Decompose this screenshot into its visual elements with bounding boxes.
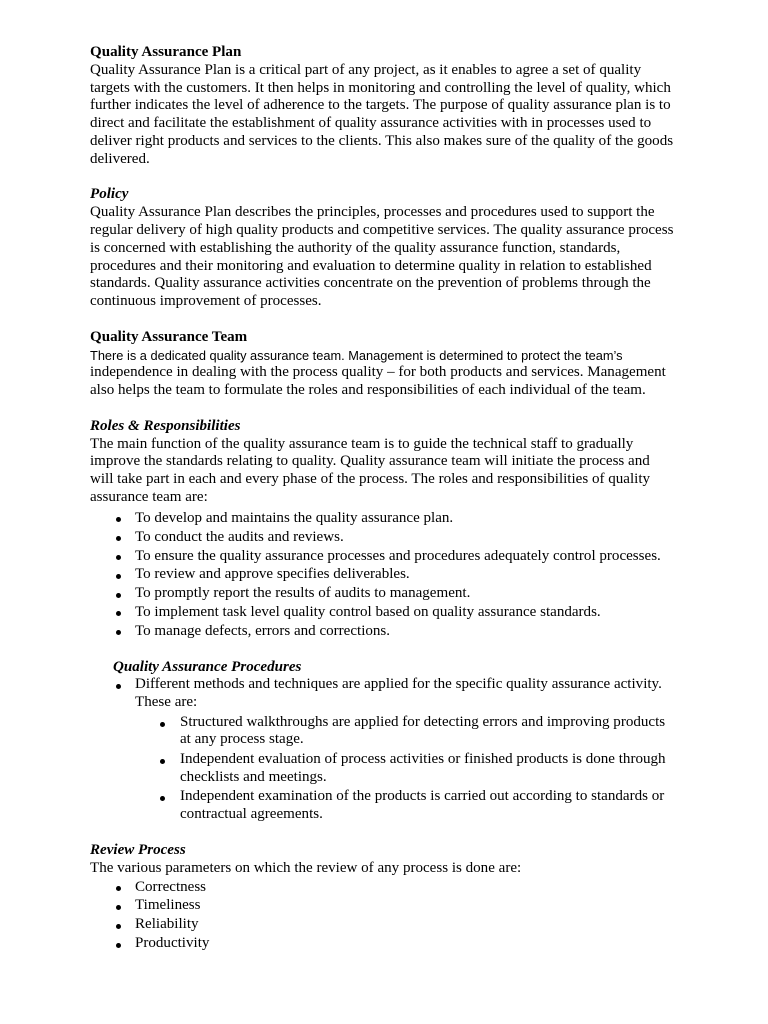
paragraph-line: regular delivery of high quality products and competitive services. The quality assurance process [90, 221, 674, 238]
list-item-line: contractual agreements. [180, 805, 323, 822]
section-heading: Review Process [90, 842, 186, 859]
paragraph [90, 436, 750, 507]
bullet-icon [116, 630, 121, 635]
paragraph-line: independence in dealing with the process quality – for both products and services. Management [90, 364, 666, 381]
bullet-icon [160, 796, 165, 801]
nested-bullet-list [135, 714, 750, 824]
list-item [90, 934, 750, 953]
paragraph-line: Quality Assurance Plan describes the principles, processes and procedures used to support the [90, 204, 655, 221]
bullet-list [90, 878, 750, 953]
list-item-line: checklists and meetings. [180, 768, 327, 785]
nested-list-item [135, 714, 750, 750]
list-item-line: These are: [135, 694, 198, 711]
bullet-list [90, 509, 750, 641]
bullet-icon [116, 611, 121, 616]
spacer [90, 400, 750, 418]
spacer [90, 824, 750, 842]
bullet-icon [116, 905, 121, 910]
paragraph [90, 347, 750, 400]
paragraph-line: also helps the team to formulate the roles and responsibilities of each individual of the team. [90, 382, 646, 399]
list-item [90, 547, 750, 566]
paragraph-line: continuous improvement of processes. [90, 293, 322, 310]
bullet-icon [116, 684, 121, 689]
list-item-text: Correctness [135, 878, 207, 895]
bullet-icon [116, 574, 121, 579]
list-item-text: To develop and maintains the quality assurance plan. [135, 509, 454, 526]
paragraph-line: further indicates the level of adherence to the targets. The purpose of quality assurance plan is to [90, 97, 671, 114]
section-roles-responsibilities [90, 418, 750, 641]
list-item [90, 878, 750, 897]
paragraph-line: is concerned with establishing the authority of the quality assurance function, standards, [90, 239, 621, 256]
document-body [90, 44, 750, 953]
list-item-text: To implement task level quality control based on quality assurance standards. [135, 604, 601, 621]
spacer [90, 169, 750, 187]
bullet-icon [116, 593, 121, 598]
list-item-line: at any process stage. [180, 731, 304, 748]
bullet-icon [160, 759, 165, 764]
list-item [90, 622, 750, 641]
list-item [90, 528, 750, 547]
paragraph [90, 62, 750, 169]
bullet-icon [116, 536, 121, 541]
list-item-text: To conduct the audits and reviews. [135, 528, 344, 545]
section-heading: Quality Assurance Procedures [113, 658, 302, 675]
paragraph-line: assurance team are: [90, 488, 208, 505]
list-item [90, 915, 750, 934]
list-item-line: Structured walkthroughs are applied for detecting errors and improving products [180, 713, 666, 730]
paragraph-line: direct and facilitate the establishment of quality assurance activities with in processes used to [90, 115, 652, 132]
bullet-icon [116, 555, 121, 560]
section-heading: Policy [90, 186, 129, 203]
paragraph-line: The various parameters on which the review of any process is done are: [90, 859, 522, 876]
bullet-icon [116, 924, 121, 929]
paragraph-line: procedures and their monitoring and evaluation to determine quality in relation to established [90, 257, 652, 274]
bullet-icon [116, 943, 121, 948]
section-policy [90, 186, 750, 311]
list-item [90, 896, 750, 915]
list-item-line: Different methods and techniques are applied for the specific quality assurance activity. [135, 676, 662, 693]
list-item-text: To promptly report the results of audits to management. [135, 585, 471, 602]
spacer [90, 311, 750, 329]
paragraph-line: will take part in each and every phase of the process. The roles and responsibilities of quality [90, 471, 651, 488]
list-item-text: Timeliness [135, 897, 201, 914]
list-item-text: To ensure the quality assurance processes and procedures adequately control processes. [135, 547, 661, 564]
list-item-text: Reliability [135, 916, 199, 933]
bullet-icon [116, 886, 121, 891]
paragraph-line: There is a dedicated quality assurance team. Management is determined to protect the team’s [90, 347, 623, 363]
list-item [90, 509, 750, 528]
section-quality-assurance-plan [90, 44, 750, 169]
paragraph-line: The main function of the quality assurance team is to guide the technical staff to gradually [90, 435, 634, 452]
paragraph-line: delivered. [90, 150, 150, 167]
bullet-icon [160, 722, 165, 727]
list-item [90, 584, 750, 603]
paragraph-line: improve the standards relating to quality. Quality assurance team will initiate the process and [90, 453, 650, 470]
section-review-process [90, 842, 750, 953]
list-item [90, 603, 750, 622]
section-heading: Quality Assurance Plan [90, 44, 242, 60]
nested-list-item [135, 788, 750, 824]
section-heading: Roles & Responsibilities [90, 417, 241, 434]
paragraph [90, 204, 750, 311]
list-item-line: Independent examination of the products is carried out according to standards or [180, 788, 665, 805]
paragraph-line: Quality Assurance Plan is a critical part of any project, as it enables to agree a set of quality [90, 61, 642, 78]
paragraph-line: targets with the customers. It then helps in monitoring and controlling the level of quality, which [90, 79, 671, 96]
spacer [90, 641, 750, 659]
nested-list-item [135, 751, 750, 787]
list-item-text: To manage defects, errors and corrections. [135, 622, 391, 639]
bullet-icon [116, 517, 121, 522]
section-heading: Quality Assurance Team [90, 328, 248, 345]
list-item [90, 565, 750, 584]
list-item-text: Productivity [135, 935, 210, 952]
section-quality-assurance-procedures [90, 659, 750, 824]
paragraph-line: deliver right products and services to the clients. This also makes sure of the quality of the goods [90, 132, 674, 149]
list-item-text: To review and approve specifies deliverables. [135, 566, 410, 583]
list-item [90, 676, 750, 823]
section-quality-assurance-team [90, 329, 750, 400]
paragraph-line: standards. Quality assurance activities concentrate on the prevention of problems through the [90, 275, 651, 292]
list-item-line: Independent evaluation of process activities or finished products is done through [180, 750, 666, 767]
